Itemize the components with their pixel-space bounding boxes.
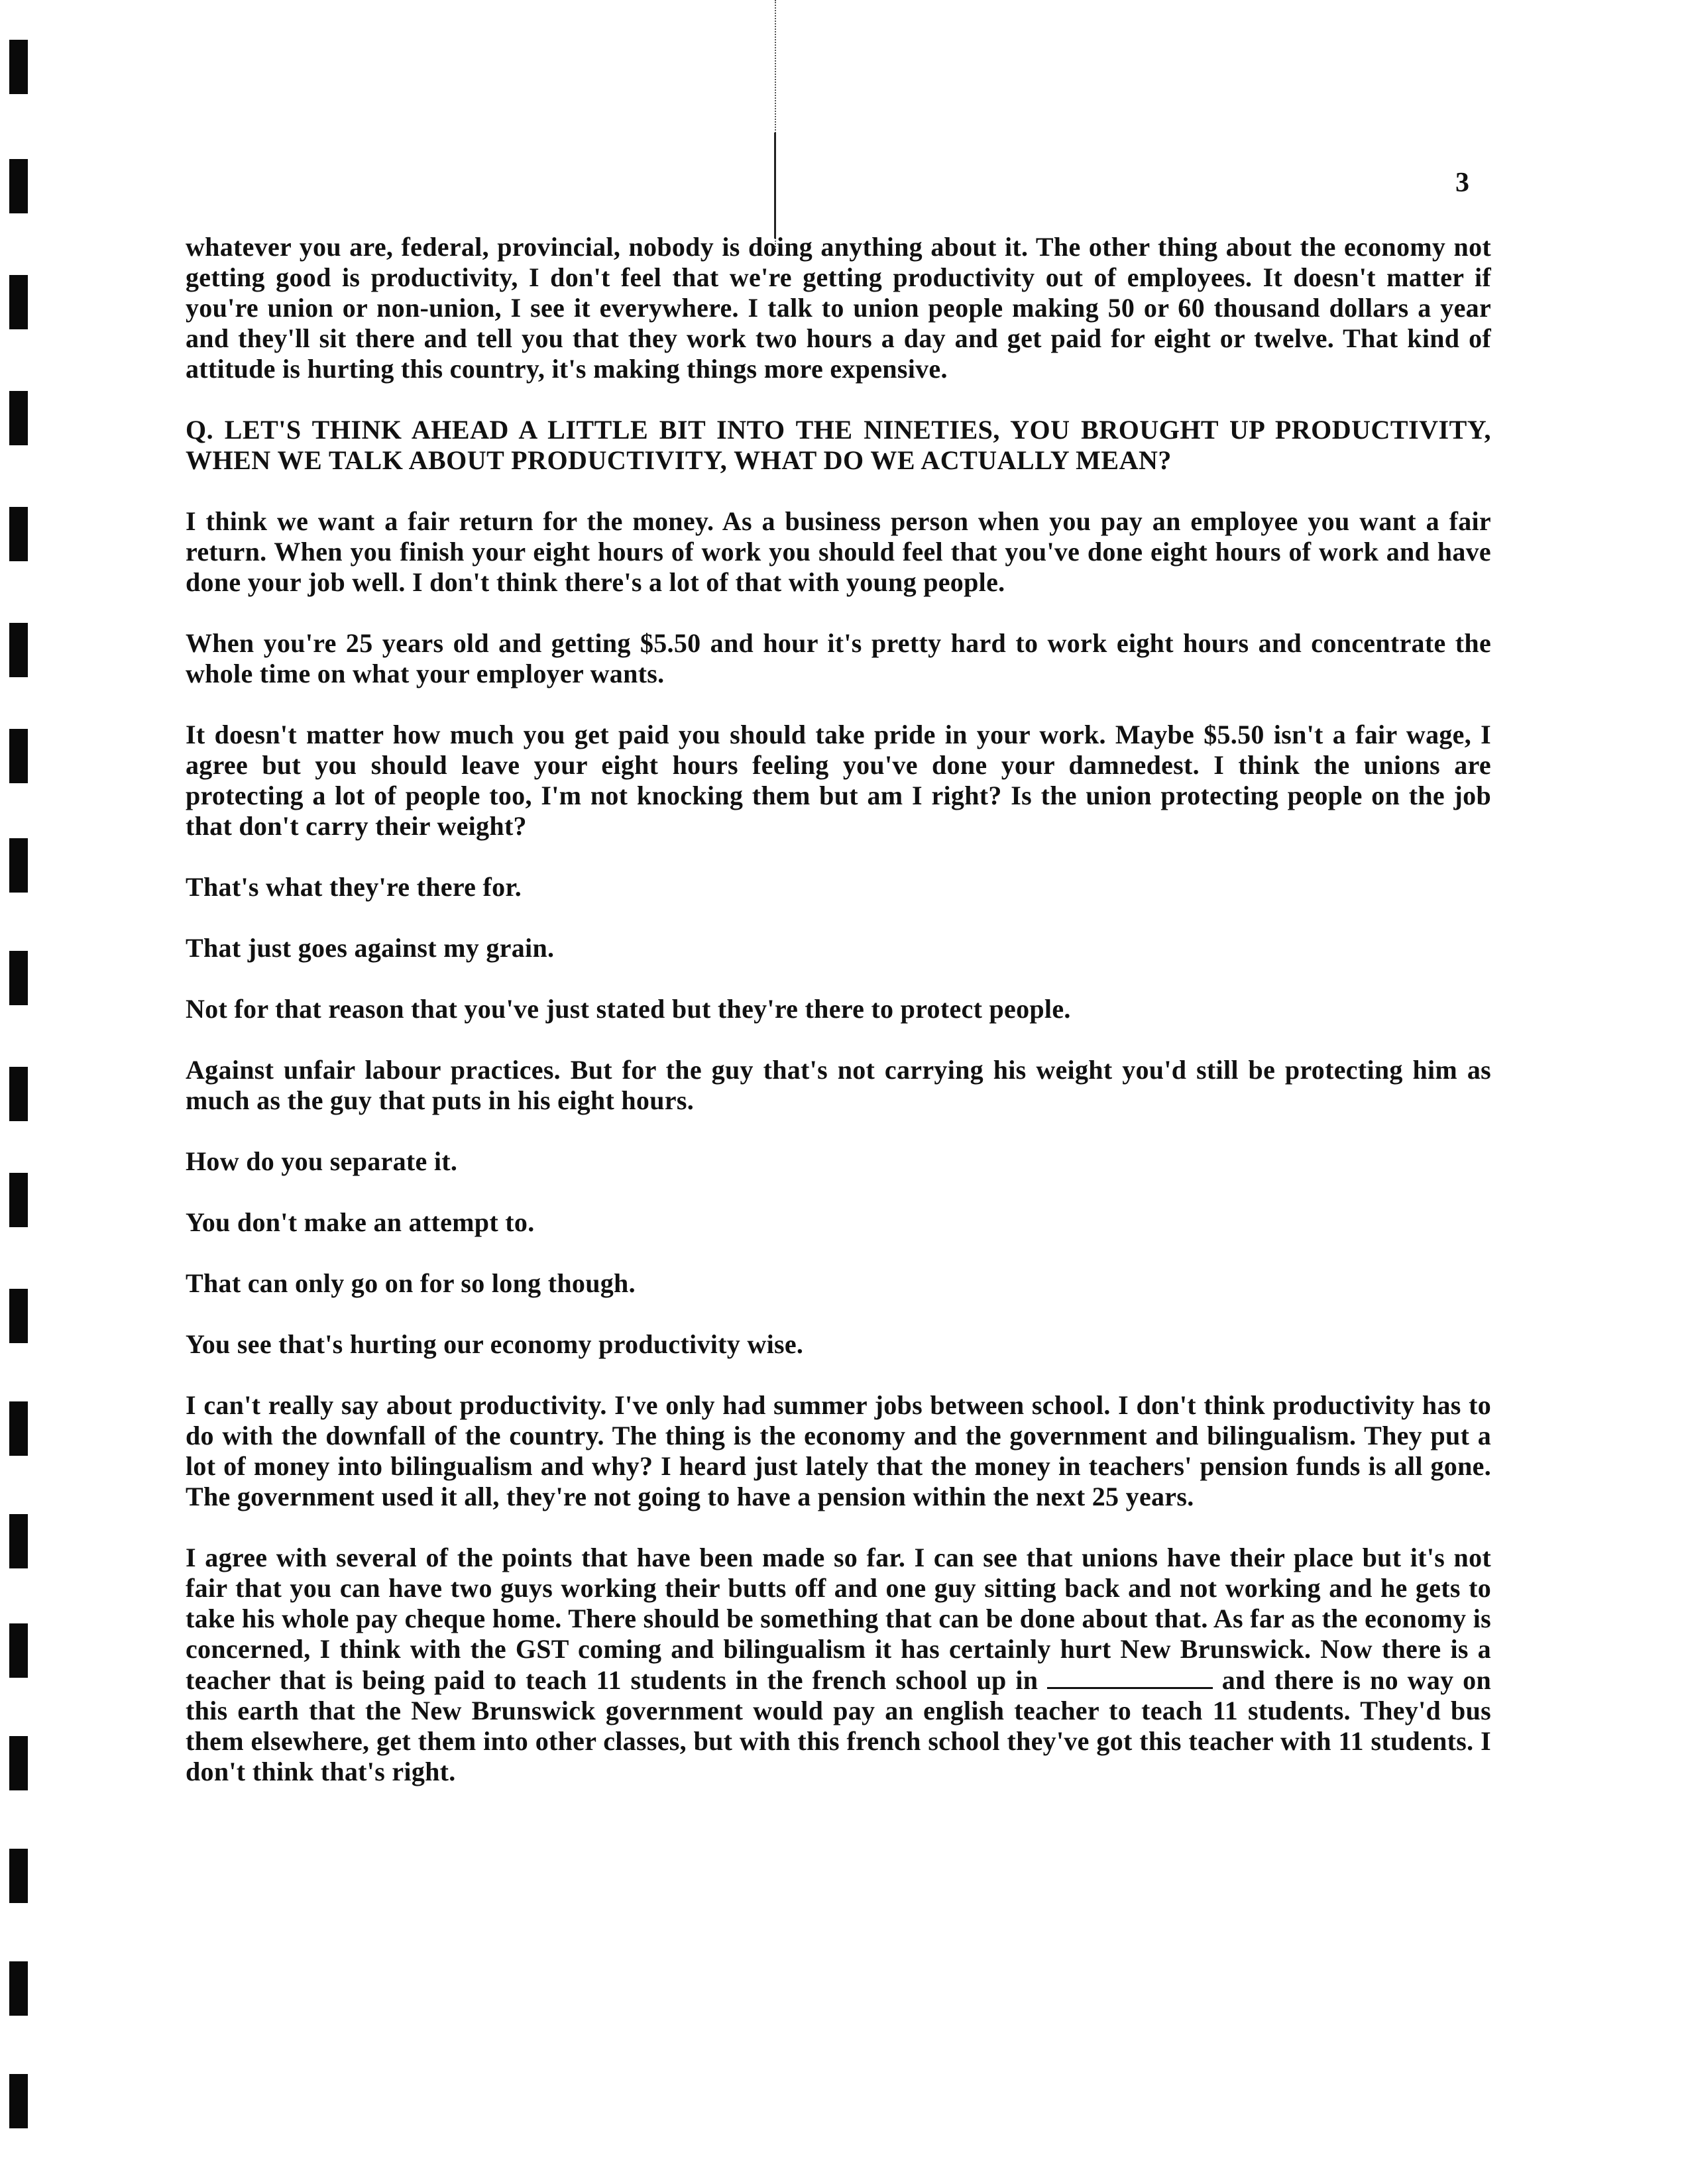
binding-marks: [9, 0, 29, 2184]
paragraph: whatever you are, federal, provincial, nobody is doing anything about it. The other thing about the economy not getting good is productivity, I don't feel that we're getting productivity out of employees. It doesn't matter if you're union or non-union, I see it everywhere. I talk to union people making 50 or 60 thousand dollars a year and they'll sit there and tell you that they work two hours a day and get paid for eight or twelve. That kind of attitude is hurting this country, it's making things more expensive.: [186, 232, 1491, 384]
binding-mark: [9, 1961, 28, 2016]
transcript-body: [186, 232, 1491, 1818]
binding-mark: [9, 1849, 28, 1903]
binding-mark: [9, 729, 28, 783]
binding-mark: [9, 951, 28, 1005]
binding-mark: [9, 2074, 28, 2128]
binding-mark: [9, 1623, 28, 1678]
binding-mark: [9, 623, 28, 677]
paragraph: It doesn't matter how much you get paid you should take pride in your work. Maybe $5.50 isn't a fair wage, I agree but you should leave your eight hours feeling you've done your damnedest. I think the unions are protecting a lot of people too, I'm not knocking them but am I right? Is the union protecting people on the job that don't carry their weight?: [186, 720, 1491, 841]
interviewer-question: Q. LET'S THINK AHEAD A LITTLE BIT INTO THE NINETIES, YOU BROUGHT UP PRODUCTIVITY, WHEN WE TALK ABOUT PRODUCTIVITY, WHAT DO WE ACTUALLY MEAN?: [186, 415, 1491, 475]
paragraph: You don't make an attempt to.: [186, 1207, 535, 1237]
binding-mark: [9, 1173, 28, 1227]
paragraph: When you're 25 years old and getting $5.50 and hour it's pretty hard to work eight hours and concentrate the whole time on what your employer wants.: [186, 628, 1491, 688]
paragraph: I think we want a fair return for the money. As a business person when you pay an employee you want a fair return. When you finish your eight hours of work you should feel that you've done eight hours of work and have done your job well. I don't think there's a lot of that with young people.: [186, 506, 1491, 597]
paragraph: You see that's hurting our economy productivity wise.: [186, 1329, 804, 1359]
redacted-blank: [1047, 1665, 1213, 1689]
binding-mark: [9, 1067, 28, 1121]
binding-mark: [9, 1401, 28, 1456]
binding-mark: [9, 1289, 28, 1343]
paragraph: How do you separate it.: [186, 1146, 458, 1176]
binding-mark: [9, 391, 28, 445]
paragraph: Not for that reason that you've just stated but they're there to protect people.: [186, 994, 1071, 1024]
paragraph: That just goes against my grain.: [186, 933, 555, 963]
binding-mark: [9, 507, 28, 561]
binding-mark: [9, 838, 28, 893]
paragraph: That's what they're there for.: [186, 872, 522, 902]
binding-mark: [9, 1736, 28, 1790]
fold-line-mark: [774, 133, 776, 239]
paragraph: Against unfair labour practices. But for the guy that's not carrying his weight you'd still be protecting him as much as the guy that puts in his eight hours.: [186, 1055, 1491, 1115]
binding-mark: [9, 1514, 28, 1568]
paragraph: That can only go on for so long though.: [186, 1268, 636, 1298]
paragraph: I can't really say about productivity. I've only had summer jobs between school. I don't think productivity has to do with the downfall of the country. The thing is the economy and the government and bilingualism. They put a lot of money into bilingualism and why? I heard just lately that the money in teachers' pension funds is all gone. The government used it all, they're not going to have a pension within the next 25 years.: [186, 1390, 1491, 1511]
paragraph-text-before-blank: I agree with several of the points that have been made so far. I can see that unions have their place but it's not fair that you can have two guys working their butts off and one guy sitting back and not working and he gets to take his whole pay cheque home. There should be something that can be done about that. As far as the economy is concerned, I think with the GST coming and bilingualism it has certainly hurt New Brunswick. Now there is a teacher that is being paid to teach 11 students in the french school up in: [186, 1543, 1491, 1695]
final-paragraph: [186, 1543, 1491, 1787]
binding-mark: [9, 275, 28, 329]
paragraph-text-after-blank: and there is no way on this earth that the New Brunswick government would pay an english teacher to teach 11 students. They'd bus them elsewhere, get them into other classes, but with this french school they've got this teacher with 11 students. I don't think that's right.: [186, 1665, 1491, 1786]
page-number: 3: [1455, 168, 1469, 198]
binding-mark: [9, 159, 28, 213]
binding-mark: [9, 40, 28, 94]
